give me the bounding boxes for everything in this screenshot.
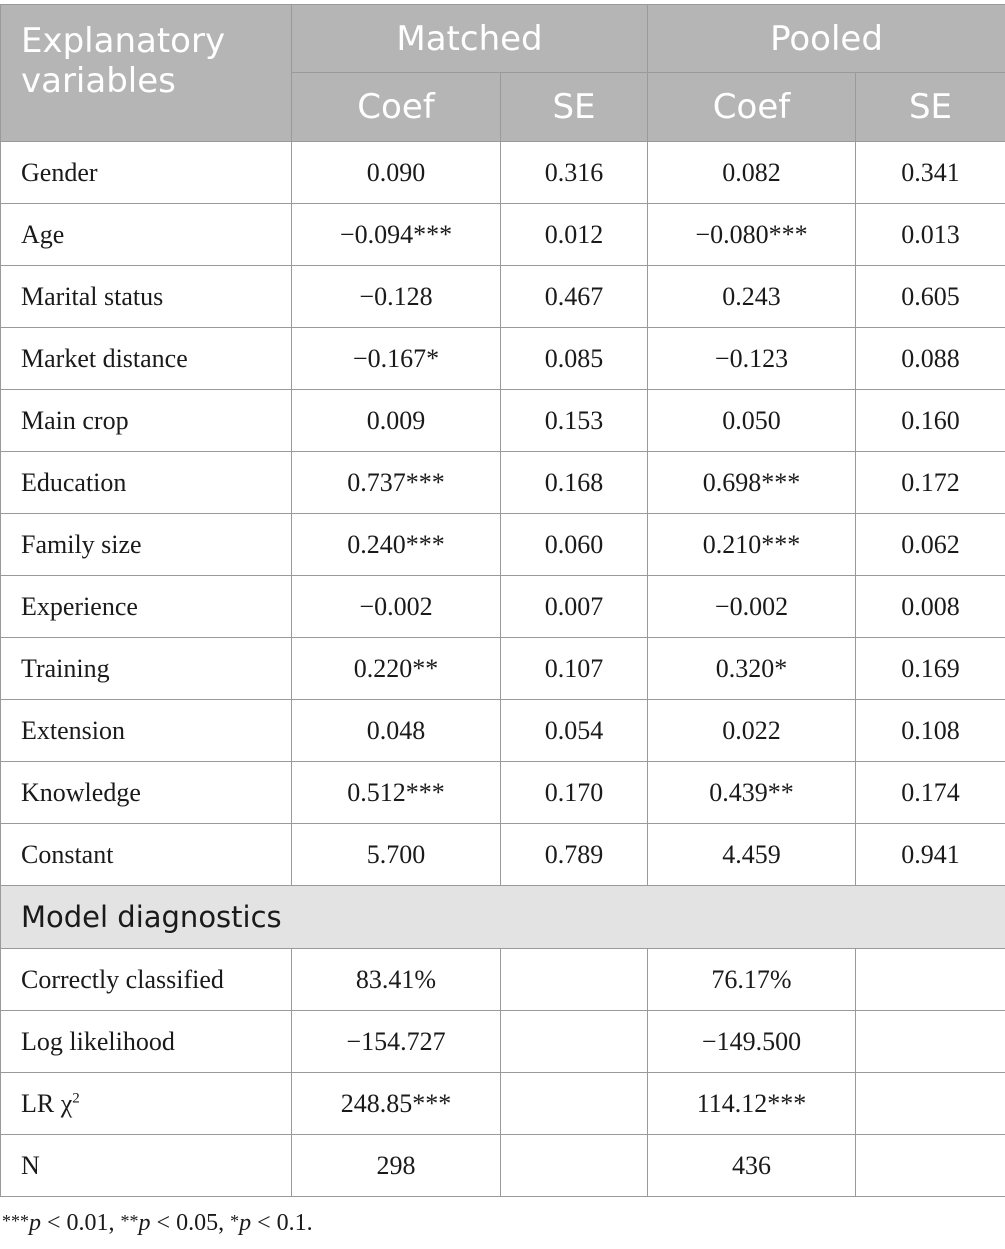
diagnostic-label-cell — [1, 1073, 292, 1135]
pooled-se-cell: 0.172 — [856, 452, 1005, 514]
matched-se-cell: 0.153 — [501, 390, 648, 452]
diagnostics-section-row — [1, 886, 1005, 949]
matched-coef-cell: 0.737*** — [292, 452, 501, 514]
variable-label: Extension — [1, 700, 292, 762]
matched-se-cell: 0.168 — [501, 452, 648, 514]
table-row — [1, 266, 1005, 328]
variable-label: Family size — [1, 514, 292, 576]
diagnostics-row — [1, 1135, 1005, 1197]
matched-coef-cell: −0.002 — [292, 576, 501, 638]
table-row — [1, 142, 1005, 204]
matched-se-cell: 0.789 — [501, 824, 648, 886]
diagnostics-row — [1, 949, 1005, 1011]
table-row — [1, 452, 1005, 514]
matched-empty-cell — [501, 1135, 648, 1197]
matched-diagnostic-cell: 298 — [292, 1135, 501, 1197]
variable-label: Main crop — [1, 390, 292, 452]
matched-coef-cell: 5.700 — [292, 824, 501, 886]
pooled-se-cell: 0.008 — [856, 576, 1005, 638]
diagnostics-row — [1, 1073, 1005, 1135]
header-explanatory-variables: Explanatory variables — [1, 5, 292, 142]
regression-table — [0, 4, 1005, 1197]
table-row — [1, 514, 1005, 576]
matched-coef-cell: 0.048 — [292, 700, 501, 762]
matched-coef-cell: 0.512*** — [292, 762, 501, 824]
pooled-diagnostic-cell: 436 — [648, 1135, 856, 1197]
table-header — [1, 5, 1005, 142]
pooled-se-cell: 0.160 — [856, 390, 1005, 452]
header-matched-coef: Coef — [292, 73, 501, 142]
header-matched: Matched — [292, 5, 648, 73]
diagnostic-label-cell — [1, 1135, 292, 1197]
matched-coef-cell: 0.090 — [292, 142, 501, 204]
matched-se-cell: 0.060 — [501, 514, 648, 576]
pooled-empty-cell — [856, 1011, 1005, 1073]
pooled-coef-cell: 0.243 — [648, 266, 856, 328]
diagnostic-label: N — [21, 1150, 40, 1180]
matched-diagnostic-cell: 248.85*** — [292, 1073, 501, 1135]
matched-se-cell: 0.170 — [501, 762, 648, 824]
variable-label: Gender — [1, 142, 292, 204]
pooled-se-cell: 0.169 — [856, 638, 1005, 700]
table-row — [1, 762, 1005, 824]
matched-coef-cell: −0.094*** — [292, 204, 501, 266]
table-row — [1, 638, 1005, 700]
variable-label: Age — [1, 204, 292, 266]
pooled-se-cell: 0.941 — [856, 824, 1005, 886]
pooled-coef-cell: 0.050 — [648, 390, 856, 452]
table-row — [1, 390, 1005, 452]
variable-label: Experience — [1, 576, 292, 638]
pooled-coef-cell: −0.080*** — [648, 204, 856, 266]
matched-coef-cell: −0.128 — [292, 266, 501, 328]
pooled-diagnostic-cell: 114.12*** — [648, 1073, 856, 1135]
pooled-se-cell: 0.088 — [856, 328, 1005, 390]
header-pooled-se: SE — [856, 73, 1005, 142]
matched-coef-cell: 0.240*** — [292, 514, 501, 576]
matched-se-cell: 0.007 — [501, 576, 648, 638]
diagnostics-row — [1, 1011, 1005, 1073]
diagnostic-label: Correctly classified — [21, 964, 224, 994]
matched-diagnostic-cell: 83.41% — [292, 949, 501, 1011]
diagnostic-label-cell — [1, 1011, 292, 1073]
pooled-se-cell: 0.174 — [856, 762, 1005, 824]
matched-se-cell: 0.085 — [501, 328, 648, 390]
pooled-diagnostic-cell: −149.500 — [648, 1011, 856, 1073]
table-body — [1, 142, 1005, 1197]
matched-coef-cell: 0.220** — [292, 638, 501, 700]
pooled-coef-cell: 0.022 — [648, 700, 856, 762]
significance-footnote: ***p < 0.01, **p < 0.05, *p < 0.1. — [2, 1210, 313, 1236]
matched-se-cell: 0.316 — [501, 142, 648, 204]
pooled-se-cell: 0.108 — [856, 700, 1005, 762]
pooled-se-cell: 0.013 — [856, 204, 1005, 266]
table-row — [1, 576, 1005, 638]
matched-coef-cell: −0.167* — [292, 328, 501, 390]
table-row — [1, 824, 1005, 886]
diagnostic-label: LR χ — [21, 1088, 73, 1118]
diagnostic-label-superscript: 2 — [72, 1089, 80, 1106]
matched-empty-cell — [501, 949, 648, 1011]
pooled-coef-cell: 4.459 — [648, 824, 856, 886]
diagnostic-label-cell — [1, 949, 292, 1011]
matched-se-cell: 0.012 — [501, 204, 648, 266]
variable-label: Knowledge — [1, 762, 292, 824]
matched-se-cell: 0.054 — [501, 700, 648, 762]
pooled-coef-cell: 0.698*** — [648, 452, 856, 514]
pooled-coef-cell: −0.123 — [648, 328, 856, 390]
matched-se-cell: 0.107 — [501, 638, 648, 700]
matched-se-cell: 0.467 — [501, 266, 648, 328]
variable-label: Market distance — [1, 328, 292, 390]
pooled-coef-cell: 0.210*** — [648, 514, 856, 576]
pooled-empty-cell — [856, 1135, 1005, 1197]
header-matched-se: SE — [501, 73, 648, 142]
table-row — [1, 204, 1005, 266]
table-row — [1, 328, 1005, 390]
matched-empty-cell — [501, 1011, 648, 1073]
table-row — [1, 700, 1005, 762]
variable-label: Education — [1, 452, 292, 514]
matched-coef-cell: 0.009 — [292, 390, 501, 452]
pooled-coef-cell: 0.439** — [648, 762, 856, 824]
matched-empty-cell — [501, 1073, 648, 1135]
pooled-coef-cell: 0.320* — [648, 638, 856, 700]
pooled-coef-cell: 0.082 — [648, 142, 856, 204]
pooled-diagnostic-cell: 76.17% — [648, 949, 856, 1011]
pooled-coef-cell: −0.002 — [648, 576, 856, 638]
variable-label: Training — [1, 638, 292, 700]
variable-label: Constant — [1, 824, 292, 886]
diagnostic-label: Log likelihood — [21, 1026, 175, 1056]
pooled-empty-cell — [856, 949, 1005, 1011]
pooled-se-cell: 0.605 — [856, 266, 1005, 328]
header-pooled: Pooled — [648, 5, 1005, 73]
pooled-se-cell: 0.062 — [856, 514, 1005, 576]
variable-label: Marital status — [1, 266, 292, 328]
diagnostics-section-title: Model diagnostics — [1, 886, 1005, 949]
header-pooled-coef: Coef — [648, 73, 856, 142]
matched-diagnostic-cell: −154.727 — [292, 1011, 501, 1073]
pooled-se-cell: 0.341 — [856, 142, 1005, 204]
pooled-empty-cell — [856, 1073, 1005, 1135]
